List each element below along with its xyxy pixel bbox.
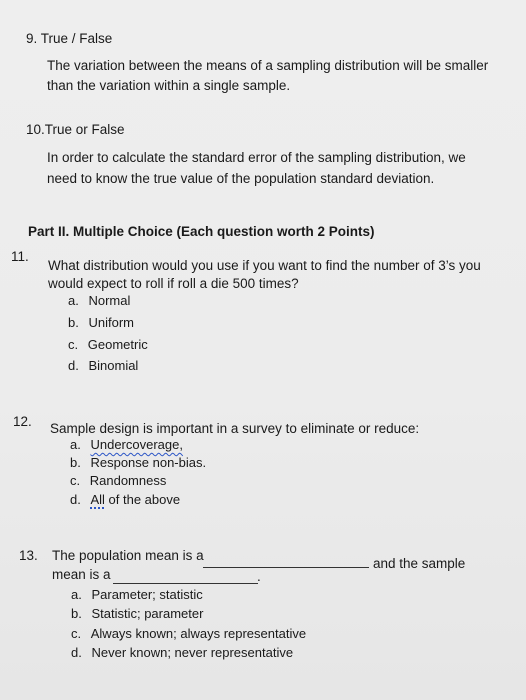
question-11-number: 11. (11, 249, 29, 264)
question-11-text-line-1: What distribution would you use if you want to find the number of 3’s you (48, 258, 481, 273)
option-row (71, 625, 306, 643)
question-11-text-line-2: would expect to roll if roll a die 500 times? (48, 276, 299, 291)
option-letter: d. (68, 358, 79, 373)
option-letter: a. (68, 293, 79, 308)
option-text: Uniform (88, 315, 134, 330)
option-text: Undercoverage, (90, 437, 183, 452)
option-row (68, 336, 148, 354)
option-text: Statistic; parameter (91, 606, 204, 621)
question-13-text-c: mean is a (52, 567, 111, 582)
option-text: All (90, 492, 105, 507)
option-row (70, 472, 166, 490)
section-heading: Part II. Multiple Choice (Each question worth 2 Points) (28, 224, 375, 239)
option-row (71, 644, 293, 662)
question-9-label: 9. True / False (26, 31, 113, 46)
option-text: Parameter; statistic (91, 587, 203, 602)
option-letter: b. (68, 315, 79, 330)
question-9-text-line-2: than the variation within a single sample. (47, 78, 291, 93)
option-letter: a. (70, 437, 81, 452)
question-12-text: Sample design is important in a survey to eliminate or reduce: (50, 421, 420, 436)
option-letter: b. (70, 455, 81, 470)
option-row (71, 586, 203, 604)
question-13-text-a: The population mean is a (52, 548, 204, 563)
question-10-label: 10.True or False (26, 122, 125, 137)
option-text: Normal (88, 293, 131, 308)
option-row (68, 314, 134, 332)
question-12-number: 12. (13, 414, 32, 429)
option-text: Never known; never representative (91, 645, 294, 660)
option-row (68, 357, 138, 375)
option-text: Always known; always representative (90, 626, 307, 641)
option-row (71, 605, 203, 623)
option-text: Geometric (87, 337, 148, 352)
answer-blank[interactable] (113, 582, 258, 584)
option-letter: d. (70, 492, 81, 507)
option-text: of the above (104, 492, 181, 507)
option-row (68, 292, 130, 310)
option-letter: d. (71, 645, 82, 660)
option-row (70, 491, 180, 509)
question-13-text-d: . (257, 569, 261, 584)
question-10-text-line-2: need to know the true value of the population standard deviation. (47, 171, 435, 186)
question-13-number: 13. (19, 548, 38, 563)
question-9-text-line-1: The variation between the means of a sampling distribution will be smaller (47, 58, 489, 73)
option-text: Binomial (88, 358, 139, 373)
option-row (70, 454, 206, 472)
answer-blank[interactable] (203, 566, 369, 568)
question-10-text-line-1: In order to calculate the standard error of the sampling distribution, we (47, 150, 466, 165)
option-letter: a. (71, 587, 82, 602)
option-letter: c. (70, 473, 81, 488)
option-letter: c. (71, 626, 82, 641)
option-text: Randomness (89, 473, 167, 488)
option-letter: c. (68, 337, 79, 352)
option-row (70, 436, 183, 454)
option-letter: b. (71, 606, 82, 621)
option-text: Response non-bias. (90, 455, 207, 470)
question-13-text-b: and the sample (373, 556, 466, 571)
